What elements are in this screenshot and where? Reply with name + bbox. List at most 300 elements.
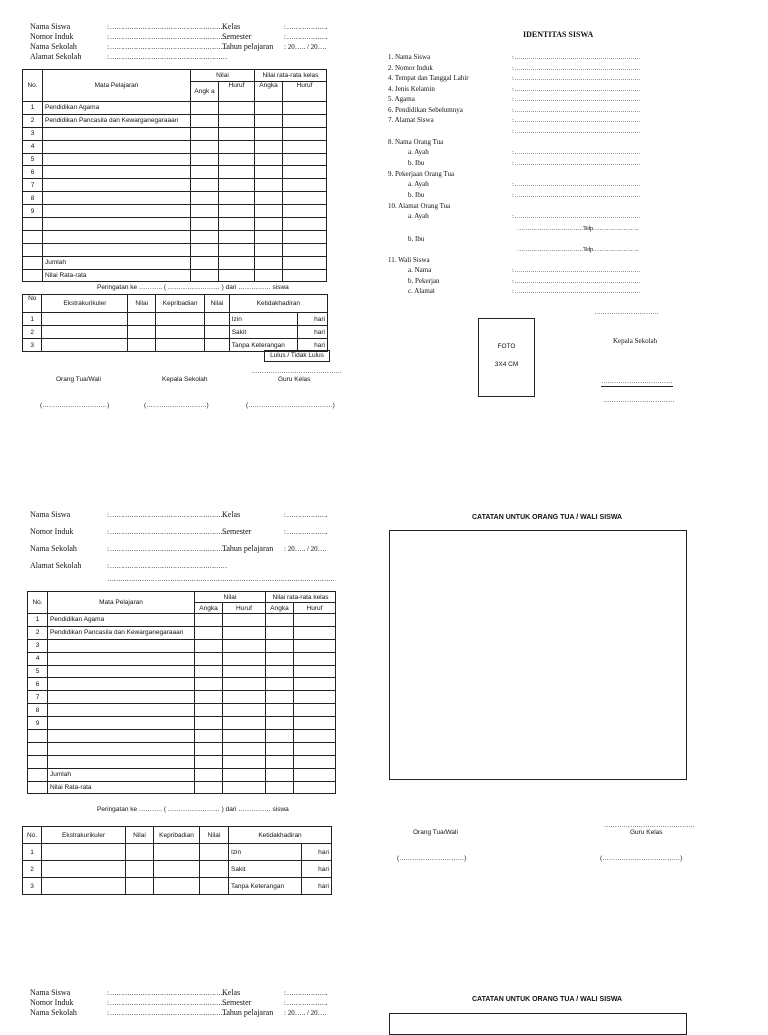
grade-cell	[266, 652, 294, 665]
table-row	[23, 127, 327, 140]
absence-unit: hari	[298, 326, 328, 339]
identitas-value: : ………………………………………………………	[512, 267, 641, 274]
col-rata: Nilai rata-rata kelas	[266, 592, 336, 603]
row-no: 4	[23, 140, 43, 153]
label-semester: Semester	[222, 32, 252, 41]
row-subject	[48, 678, 195, 691]
table-row	[28, 781, 336, 794]
grade-cell	[191, 192, 219, 205]
absence-unit: hari	[302, 844, 332, 861]
grade-cell	[219, 179, 255, 192]
identitas-label: a. Ayah	[408, 212, 429, 220]
field-dots: : ………………………………………………	[107, 989, 227, 997]
table-row	[28, 652, 336, 665]
row-subject	[43, 218, 191, 231]
identitas-label: b. Pekerjan	[408, 277, 440, 285]
grades-table	[27, 591, 336, 794]
absence-label: Izin	[229, 313, 298, 326]
grade-cell	[294, 717, 336, 730]
row-subject	[43, 153, 191, 166]
row-no	[23, 269, 43, 282]
identitas-label: a. Ayah	[408, 148, 429, 156]
field-dots: : ………………………………………………	[107, 999, 227, 1007]
grade-cell	[191, 218, 219, 231]
grade-cell	[219, 166, 255, 179]
grade-cell	[219, 230, 255, 243]
absence-label: Izin	[229, 844, 302, 861]
table-row	[23, 114, 327, 127]
label-alamat-sekolah: Alamat Sekolah	[30, 561, 82, 570]
grade-cell	[191, 166, 219, 179]
kepribadian-cell	[154, 861, 200, 878]
sign-line: ……………………………	[601, 378, 673, 385]
sign-line: ……………………………	[603, 397, 675, 404]
row-subject	[48, 717, 195, 730]
grade-cell	[219, 127, 255, 140]
kepribadian-cell	[156, 326, 205, 339]
row-no: 3	[23, 339, 42, 352]
col-ekstra: Ekstrakurikuler	[42, 295, 128, 313]
col-no: No	[23, 295, 42, 313]
table-row	[23, 166, 327, 179]
field-year: : 20….. / 20….	[284, 545, 327, 553]
row-subject	[48, 639, 195, 652]
foto-size: 3X4 CM	[494, 361, 519, 368]
label-nomor-induk: Nomor Induk	[30, 32, 74, 41]
label-kelas: Kelas	[222, 22, 241, 31]
row-no	[28, 755, 48, 768]
catatan-title: CATATAN UNTUK ORANG TUA / WALI SISWA	[472, 514, 623, 521]
absence-label: Tanpa Keterangan	[229, 339, 298, 352]
identitas-label: a. Ayah	[408, 180, 429, 188]
grade-cell	[255, 218, 283, 231]
grade-cell	[294, 755, 336, 768]
field-dots: : ………………………………………………	[107, 53, 227, 61]
label-nama-sekolah: Nama Sekolah	[30, 1008, 77, 1017]
nilai-cell	[128, 326, 156, 339]
field-dots: : ……………….	[284, 528, 327, 536]
nilai-cell	[205, 326, 230, 339]
col-ketidakhadiran: Ketidakhadiran	[229, 827, 332, 844]
table-row	[28, 768, 336, 781]
sign-dots: ……………………………………	[604, 822, 695, 829]
row-subject	[43, 140, 191, 153]
grade-cell	[219, 256, 255, 269]
grade-cell	[294, 742, 336, 755]
col-kepribadian: Kepribadian	[156, 295, 205, 313]
grade-cell	[219, 218, 255, 231]
grade-cell	[255, 192, 283, 205]
grade-cell	[283, 218, 327, 231]
nilai-cell	[205, 313, 230, 326]
identitas-label: 4. Tempat dan Tanggal Lahir	[388, 74, 469, 82]
field-dots: : ……………….	[284, 511, 327, 519]
kepribadian-cell	[156, 313, 205, 326]
col-mapel: Mata Pelajaran	[43, 70, 191, 102]
field-year: : 20….. / 20….	[284, 43, 327, 51]
grade-cell	[219, 192, 255, 205]
grade-cell	[283, 114, 327, 127]
col-nilai: Nilai	[128, 295, 156, 313]
row-no	[28, 781, 48, 794]
row-subject	[48, 704, 195, 717]
grade-cell	[223, 639, 266, 652]
col-huruf: Huruf	[223, 603, 266, 614]
row-subject: Pendidikan Pancasila dan Kewarganegaraaan	[43, 114, 191, 127]
grade-cell	[266, 768, 294, 781]
col-angka: Angk a	[191, 82, 219, 102]
ekstra-cell	[42, 326, 128, 339]
grade-cell	[223, 781, 266, 794]
grade-cell	[191, 140, 219, 153]
ekstra-cell	[42, 339, 128, 352]
date-dots: …………………………	[594, 309, 659, 316]
kepribadian-cell	[154, 844, 200, 861]
table-row	[28, 742, 336, 755]
field-dots: : ………………………………………………	[107, 43, 227, 51]
label-kelas: Kelas	[222, 988, 241, 997]
grade-cell	[283, 230, 327, 243]
table-row	[28, 639, 336, 652]
field-dots: : ……………….	[284, 33, 327, 41]
nilai-cell	[126, 861, 154, 878]
table-row	[23, 218, 327, 231]
row-subject	[43, 243, 191, 256]
ekstra-cell	[42, 844, 126, 861]
grades-table	[22, 69, 327, 282]
row-no: 2	[23, 114, 43, 127]
row-subject	[48, 665, 195, 678]
grade-cell	[223, 730, 266, 743]
label-orang-tua: Orang Tua/Wali	[56, 376, 101, 383]
grade-cell	[283, 256, 327, 269]
grade-cell	[195, 652, 223, 665]
row-no: 6	[28, 678, 48, 691]
grade-cell	[191, 102, 219, 115]
nilai-cell	[200, 878, 229, 895]
identitas-label: c. Alamat	[408, 287, 435, 295]
grade-cell	[191, 230, 219, 243]
telp-field: ……………………………Telp. ………………….	[517, 225, 638, 232]
table-row	[23, 313, 328, 326]
table-row	[23, 192, 327, 205]
col-huruf: Huruf	[294, 603, 336, 614]
col-angka: Angka	[255, 82, 283, 102]
field-dots: ……………………………………………………………………………………………	[107, 575, 335, 583]
row-subject	[43, 205, 191, 218]
sign-line: (…………………………………)	[246, 402, 335, 409]
identitas-value: : ………………………………………………………	[512, 192, 641, 199]
grade-cell	[195, 781, 223, 794]
identitas-label: 4. Jenis Kelamin	[388, 84, 435, 93]
table-row	[28, 614, 336, 627]
grade-cell	[195, 678, 223, 691]
field-dots: : ……………….	[284, 989, 327, 997]
col-nilai: Nilai	[200, 827, 229, 844]
peringatan-text: Peringatan ke ……….. ( …………………… ) dari …………… siswa	[97, 806, 289, 813]
identitas-value: : ………………………………………………………	[512, 160, 641, 167]
grade-cell	[266, 755, 294, 768]
row-no: 5	[28, 665, 48, 678]
row-no: 6	[23, 166, 43, 179]
grade-cell	[255, 205, 283, 218]
grade-cell	[294, 704, 336, 717]
row-subject: Pendidikan Agama	[43, 102, 191, 115]
row-no: 7	[28, 691, 48, 704]
extracurricular-table	[22, 294, 328, 352]
row-no	[23, 243, 43, 256]
grade-cell	[283, 102, 327, 115]
grade-cell	[294, 639, 336, 652]
grade-cell	[195, 639, 223, 652]
grade-cell	[266, 626, 294, 639]
col-no: No.	[23, 827, 42, 844]
grade-cell	[223, 742, 266, 755]
foto-label: FOTO	[497, 343, 516, 350]
table-row	[28, 665, 336, 678]
grade-cell	[283, 166, 327, 179]
row-no	[28, 730, 48, 743]
grade-cell	[255, 179, 283, 192]
label-nama-siswa: Nama Siswa	[30, 510, 71, 519]
grade-cell	[294, 652, 336, 665]
row-subject	[43, 166, 191, 179]
absence-label: Sakit	[229, 861, 302, 878]
identitas-value: : ………………………………………………………	[512, 127, 641, 135]
row-subject	[48, 691, 195, 704]
grade-cell	[283, 127, 327, 140]
identitas-label: b. Ibu	[408, 159, 425, 167]
peringatan-text: Peringatan ke ……….. ( …………………… ) dari …………… siswa	[97, 284, 289, 291]
table-row	[28, 678, 336, 691]
grade-cell	[283, 192, 327, 205]
table-row	[23, 205, 327, 218]
absence-unit: hari	[298, 339, 328, 352]
identitas-label: b. Ibu	[408, 191, 425, 199]
grade-cell	[283, 140, 327, 153]
label-tahun-pelajaran: Tahun pelajaran	[222, 42, 274, 51]
table-row	[23, 243, 327, 256]
catatan-title: CATATAN UNTUK ORANG TUA / WALI SISWA	[472, 996, 623, 1003]
row-no	[23, 230, 43, 243]
grade-cell	[266, 717, 294, 730]
grade-cell	[223, 614, 266, 627]
col-angka: Angka	[195, 603, 223, 614]
identitas-label: 1. Nama Siswa	[388, 53, 431, 61]
label-guru-kelas: Guru Kelas	[278, 376, 311, 383]
label-guru-kelas: Guru Kelas	[630, 829, 663, 836]
grade-cell	[255, 230, 283, 243]
row-subject	[48, 730, 195, 743]
identitas-value: : ………………………………………………………	[512, 96, 641, 103]
grade-cell	[294, 678, 336, 691]
grade-cell	[223, 704, 266, 717]
field-year: : 20….. / 20….	[284, 1009, 327, 1017]
identitas-label: 2. Nomor Induk	[388, 63, 433, 72]
identitas-value: : ………………………………………………………	[512, 85, 641, 93]
identitas-value: : ………………………………………………………	[512, 117, 641, 124]
col-nilai: Nilai	[195, 592, 266, 603]
grade-cell	[219, 205, 255, 218]
photo-box	[478, 318, 535, 397]
row-no	[28, 768, 48, 781]
row-subject: Pendidikan Pancasila dan Kewarganegaraaan	[48, 626, 195, 639]
nilai-cell	[200, 844, 229, 861]
identitas-value: : ………………………………………………………	[512, 149, 641, 156]
row-subject	[43, 192, 191, 205]
grade-cell	[223, 717, 266, 730]
field-dots: : ………………………………………………	[107, 528, 227, 536]
row-no: 8	[28, 704, 48, 717]
grade-cell	[283, 153, 327, 166]
row-subject	[43, 230, 191, 243]
grade-cell	[255, 269, 283, 282]
grade-cell	[266, 781, 294, 794]
identitas-label: 5. Agama	[388, 95, 415, 103]
grade-cell	[191, 127, 219, 140]
absence-unit: hari	[302, 878, 332, 895]
label-semester: Semester	[222, 527, 252, 536]
catatan-box	[389, 1013, 687, 1035]
table-row	[28, 730, 336, 743]
label-nama-sekolah: Nama Sekolah	[30, 544, 77, 553]
row-subject	[43, 179, 191, 192]
grade-cell	[219, 269, 255, 282]
label-nama-siswa: Nama Siswa	[30, 22, 71, 31]
identitas-label: 8. Nama Orang Tua	[388, 138, 444, 146]
table-row	[23, 230, 327, 243]
grade-cell	[195, 626, 223, 639]
col-rata: Nilai rata-rata kelas	[255, 70, 327, 82]
row-no	[28, 742, 48, 755]
grade-cell	[195, 742, 223, 755]
label-orang-tua: Orang Tua/Wali	[413, 829, 458, 836]
row-subject	[48, 652, 195, 665]
catatan-box	[389, 530, 687, 780]
grade-cell	[283, 179, 327, 192]
nilai-cell	[128, 339, 156, 352]
grade-cell	[223, 755, 266, 768]
grade-cell	[255, 153, 283, 166]
absence-label: Tanpa Keterangan	[229, 878, 302, 895]
ekstra-cell	[42, 861, 126, 878]
table-row	[23, 140, 327, 153]
row-subject	[43, 127, 191, 140]
grade-cell	[266, 730, 294, 743]
table-row	[28, 626, 336, 639]
field-dots: : ………………………………………………	[107, 545, 227, 553]
absence-label: Sakit	[229, 326, 298, 339]
grade-cell	[223, 626, 266, 639]
sign-line: (…………………………)	[397, 855, 467, 862]
table-row	[23, 326, 328, 339]
ekstra-cell	[42, 878, 126, 895]
label-alamat-sekolah: Alamat Sekolah	[30, 52, 82, 61]
grade-cell	[294, 691, 336, 704]
grade-cell	[195, 691, 223, 704]
lulus-box: Lulus / Tidak Lulus	[264, 350, 330, 362]
col-ketidakhadiran: Ketidakhadiran	[229, 295, 327, 313]
identitas-value: : ………………………………………………………	[512, 213, 641, 220]
table-row	[28, 704, 336, 717]
grade-cell	[266, 691, 294, 704]
sign-dots: ……………………………………	[251, 368, 342, 375]
sign-line: (………………………………)	[600, 855, 683, 862]
grade-cell	[283, 205, 327, 218]
grade-cell	[191, 269, 219, 282]
field-dots: : ………………………………………………	[107, 511, 227, 519]
identitas-label: 10. Alamat Orang Tua	[388, 202, 451, 210]
telp-field: ……………………………Telp. ………………….	[517, 246, 638, 253]
col-no: No.	[23, 70, 43, 102]
grade-cell	[223, 678, 266, 691]
label-tahun-pelajaran: Tahun pelajaran	[222, 544, 274, 553]
row-no: 1	[23, 844, 42, 861]
field-dots: : ………………………………………………	[107, 562, 227, 570]
row-subject	[48, 742, 195, 755]
row-no: 1	[23, 102, 43, 115]
table-row	[23, 102, 327, 115]
label-tahun-pelajaran: Tahun pelajaran	[222, 1008, 274, 1017]
col-kepribadian: Kepribadian	[154, 827, 200, 844]
grade-cell	[255, 102, 283, 115]
identitas-value: : ………………………………………………………	[512, 54, 641, 61]
row-no: 3	[23, 878, 42, 895]
grade-cell	[223, 665, 266, 678]
grade-cell	[294, 626, 336, 639]
nilai-cell	[200, 861, 229, 878]
field-dots: : ………………………………………………	[107, 1009, 227, 1017]
sign-line: (……………………….)	[144, 402, 209, 409]
col-huruf: Huruf	[219, 82, 255, 102]
col-huruf: Huruf	[283, 82, 327, 102]
identitas-value: : ………………………………………………………	[512, 288, 641, 295]
kepala-sekolah-label: Kepala Sekolah	[613, 337, 658, 345]
table-row	[23, 878, 332, 895]
row-subject: Jumlah	[43, 256, 191, 269]
grade-cell	[255, 140, 283, 153]
row-subject: Nilai Rata-rata	[43, 269, 191, 282]
grade-cell	[195, 755, 223, 768]
row-no	[23, 218, 43, 231]
grade-cell	[283, 243, 327, 256]
row-no: 9	[23, 205, 43, 218]
row-no: 9	[28, 717, 48, 730]
identitas-label: a. Nama	[408, 266, 432, 274]
grade-cell	[294, 614, 336, 627]
label-semester: Semester	[222, 998, 252, 1007]
grade-cell	[219, 243, 255, 256]
grade-cell	[266, 614, 294, 627]
row-no: 2	[28, 626, 48, 639]
grade-cell	[266, 665, 294, 678]
label-nama-siswa: Nama Siswa	[30, 988, 71, 997]
grade-cell	[191, 153, 219, 166]
grade-cell	[294, 781, 336, 794]
col-no: No.	[28, 592, 48, 614]
identitas-value: : ………………………………………………………	[512, 181, 641, 188]
ekstra-cell	[42, 313, 128, 326]
table-row	[23, 269, 327, 282]
label-nomor-induk: Nomor Induk	[30, 998, 74, 1007]
grade-cell	[195, 768, 223, 781]
identitas-value: : ………………………………………………………	[512, 64, 641, 72]
grade-cell	[191, 256, 219, 269]
field-dots: : ……………….	[284, 999, 327, 1007]
table-row	[28, 755, 336, 768]
table-row	[28, 691, 336, 704]
kepribadian-cell	[154, 878, 200, 895]
